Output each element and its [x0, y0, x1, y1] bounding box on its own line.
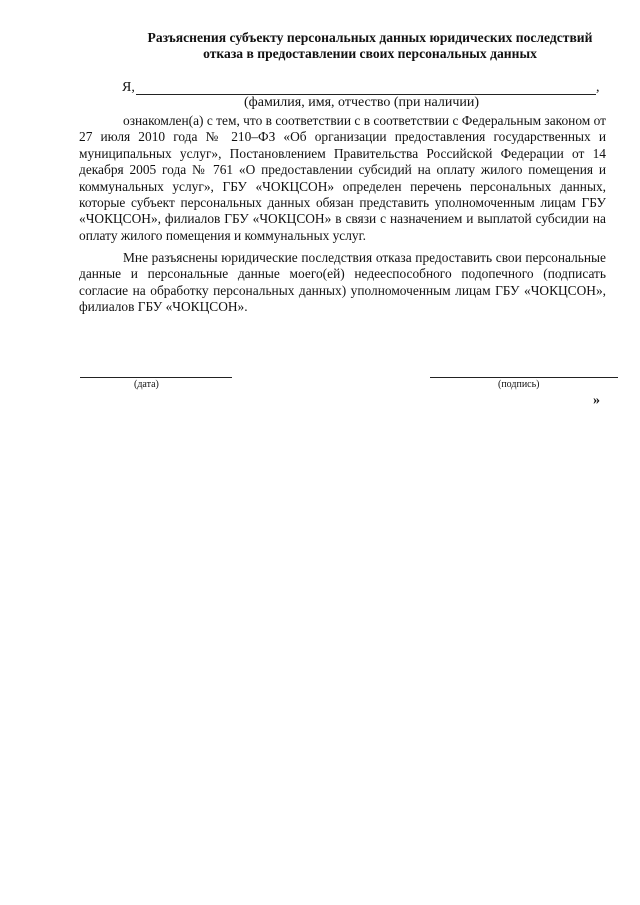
- title-line-2: отказа в предоставлении своих персональных данных: [203, 46, 537, 61]
- signature-blank-line[interactable]: [430, 377, 618, 378]
- ya-label: Я,: [122, 80, 135, 95]
- paragraph-consequences: Мне разъяснены юридические последствия отказа предоставить свои персональные данные и персональные данные моего(ей) недееспособного подопечного (подписать согласие на обработку персональных данных) уполномоченным лицам ГБУ «ЧОКЦСОН», филиалов ГБУ «ЧОКЦСОН».: [79, 250, 606, 315]
- title-line-1: Разъяснения субъекту персональных данных юридических последствий: [147, 30, 593, 45]
- closing-quote: »: [593, 393, 600, 408]
- date-blank-line[interactable]: [80, 377, 232, 378]
- fio-comma: ,: [596, 80, 600, 95]
- paragraph-acknowledgement: ознакомлен(а) с тем, что в соответствии с в соответствии с Федеральным законом от 27 июля 2010 года № 210–ФЗ «Об организации предоставления государственных и муниципальных услуг», Постановлением Правительства Российской Федерации от 14 декабря 2005 года № 761 «О предоставлении субсидий на оплату жилого помещения и коммунальных услуг», ГБУ «ЧОКЦСОН» определен перечень персональных данных, которые субъект персональных данных обязан представить уполномоченным лицам ГБУ «ЧОКЦСОН», филиалов ГБУ «ЧОКЦСОН» в связи с назначением и выплатой субсидии на оплату жилого помещения и коммунальных услуг.: [79, 113, 606, 243]
- document-title: [120, 30, 620, 62]
- fio-caption: (фамилия, имя, отчество (при наличии): [244, 95, 480, 110]
- signature-caption: (подпись): [498, 379, 540, 390]
- date-caption: (дата): [134, 379, 159, 390]
